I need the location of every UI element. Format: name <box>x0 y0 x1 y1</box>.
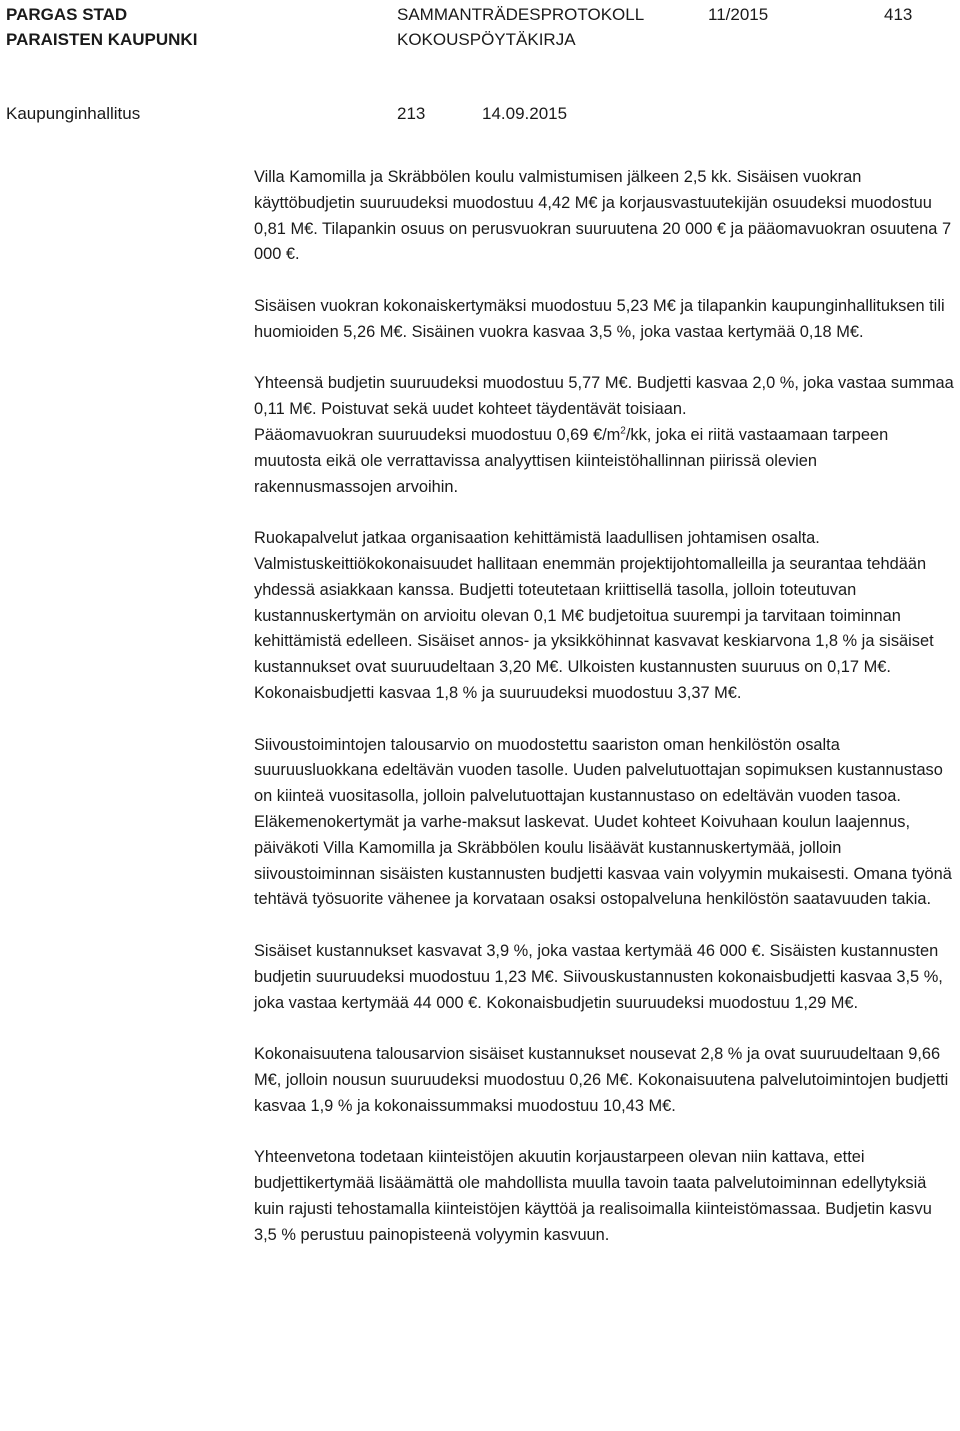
document-body <box>254 165 954 1248</box>
document-type-sv: SAMMANTRÄDESPROTOKOLL <box>397 5 645 24</box>
organization-name <box>6 2 197 52</box>
section-number: 213 <box>397 104 426 123</box>
meeting-date: 14.09.2015 <box>482 104 568 123</box>
document-type <box>397 2 644 52</box>
page-number: 413 <box>884 5 913 24</box>
paragraph: Ruokapalvelut jatkaa organisaation kehittämistä laadullisen johtamisen osalta. Valmistuskeittiökokonaisuudet hallitaan enemmän projektijohtomalleilla ja seurantaa tehdään yhdessä asiakkaan kanssa. Budjetti toteutetaan kriittisellä tasolla, jolloin toteutuvan kustannuskertymän on arvioitu olevan 0,1 M€ budjetoitua suurempi ja tarvitaan toiminnan kehittämistä edelleen. Sisäiset annos- ja yksikköhinnat kasvavat keskiarvona 1,8 % ja sisäiset kustannukset ovat suuruudeltaan 3,20 M€. Ulkoisten kustannusten suuruus on 0,17 M€. Kokonaisbudjetti kasvaa 1,8 % ja suuruudeksi muodostuu 3,37 M€. <box>254 529 934 702</box>
paragraph: Kokonaisuutena talousarvion sisäiset kustannukset nousevat 2,8 % ja ovat suuruudeltaan 9,66 M€, jolloin nousun suuruudeksi muodostuu 0,26 M€. Kokonaisuutena palvelutoimintojen budjetti kasvaa 1,9 % ja kokonaissummaksi muodostuu 10,43 M€. <box>254 1045 949 1115</box>
organization-name-fi: PARAISTEN KAUPUNKI <box>6 30 198 49</box>
paragraph: Yhteenvetona todetaan kiinteistöjen akuutin korjaustarpeen olevan niin kattava, ettei budjettikertymää lisäämättä ole mahdollista muulla tavoin taata palvelutoiminnan edellytyksiä kuin rajusti tehostamalla kiinteistöjen käyttöä ja realisoimalla kiinteistömassaa. Budjetin kasvu 3,5 % perustuu painopisteenä volyymin kasvuun. <box>254 1148 932 1244</box>
document-type-fi: KOKOUSPÖYTÄKIRJA <box>397 30 576 49</box>
paragraph: Sisäiset kustannukset kasvavat 3,9 %, joka vastaa kertymää 46 000 €. Sisäisten kustannusten budjetin suuruudeksi muodostuu 1,23 M€. Siivouskustannusten kokonaisbudjetti kasvaa 3,5 %, joka vastaa kertymää 44 000 €. Kokonaisbudjetin suuruudeksi muodostuu 1,29 M€. <box>254 941 943 1012</box>
governing-body: Kaupunginhallitus <box>6 104 141 123</box>
superscript: 2 <box>620 425 626 437</box>
capital-rent-text-cont: /kk, joka ei riitä vastaamaan tarpeen muutosta eikä ole verrattavissa analyyttisen kiinteistöhallinnan piirissä olevien rakennusmassojen arvoihin. <box>254 425 889 496</box>
paragraph: Villa Kamomilla ja Skräbbölen koulu valmistumisen jälkeen 2,5 kk. Sisäisen vuokran käyttöbudjetin suuruudeksi muodostuu 4,42 M€ ja korjausvastuutekijän osuudeksi muodostuu 0,81 M€. Tilapankin osuus on perusvuokran suuruutena 20 000 € ja pääomavuokran osuutena 7 000 €. <box>254 168 952 264</box>
issue-number: 11/2015 <box>708 5 769 24</box>
paragraph: Siivoustoimintojen talousarvio on muodostettu saariston oman henkilöstön osalta suuruusluokkana edeltävän vuoden tasolle. Uuden palvelutuottajan sopimuksen kustannustaso on kiinteä vuositasolla, jolloin palvelutuottajan kustannustaso on edeltävän vuoden tasoa. Eläkemenokertymät ja varhe-maksut laskevat. Uudet kohteet Koivuhaan koulun laajennus, päiväkoti Villa Kamomilla ja Skräbbölen koulu lisäävät kustannuskertymää, jolloin siivoustoiminnan sisäisten kustannusten budjetti kasvaa vain volyymin mukaisesti. Omana työnä tehtävä työsuorite vähenee ja korvataan osaksi ostopalveluna henkilöstön saatavuuden takia. <box>254 735 952 909</box>
paragraph: Sisäisen vuokran kokonaiskertymäksi muodostuu 5,23 M€ ja tilapankin kaupunginhallituksen tili huomioiden 5,26 M€. Sisäinen vuokra kasvaa 3,5 %, joka vastaa kertymää 0,18 M€. <box>254 296 945 341</box>
paragraph: Yhteensä budjetin suuruudeksi muodostuu 5,77 M€. Budjetti kasvaa 2,0 %, joka vastaa summaa 0,11 M€. Poistuvat sekä uudet kohteet täydentävät toisiaan. <box>254 374 954 419</box>
paragraph-capital-rent <box>254 423 954 500</box>
organization-name-sv: PARGAS STAD <box>6 5 128 24</box>
capital-rent-text: Pääomavuokran suuruudeksi muodostuu 0,69 €/m <box>254 425 621 444</box>
